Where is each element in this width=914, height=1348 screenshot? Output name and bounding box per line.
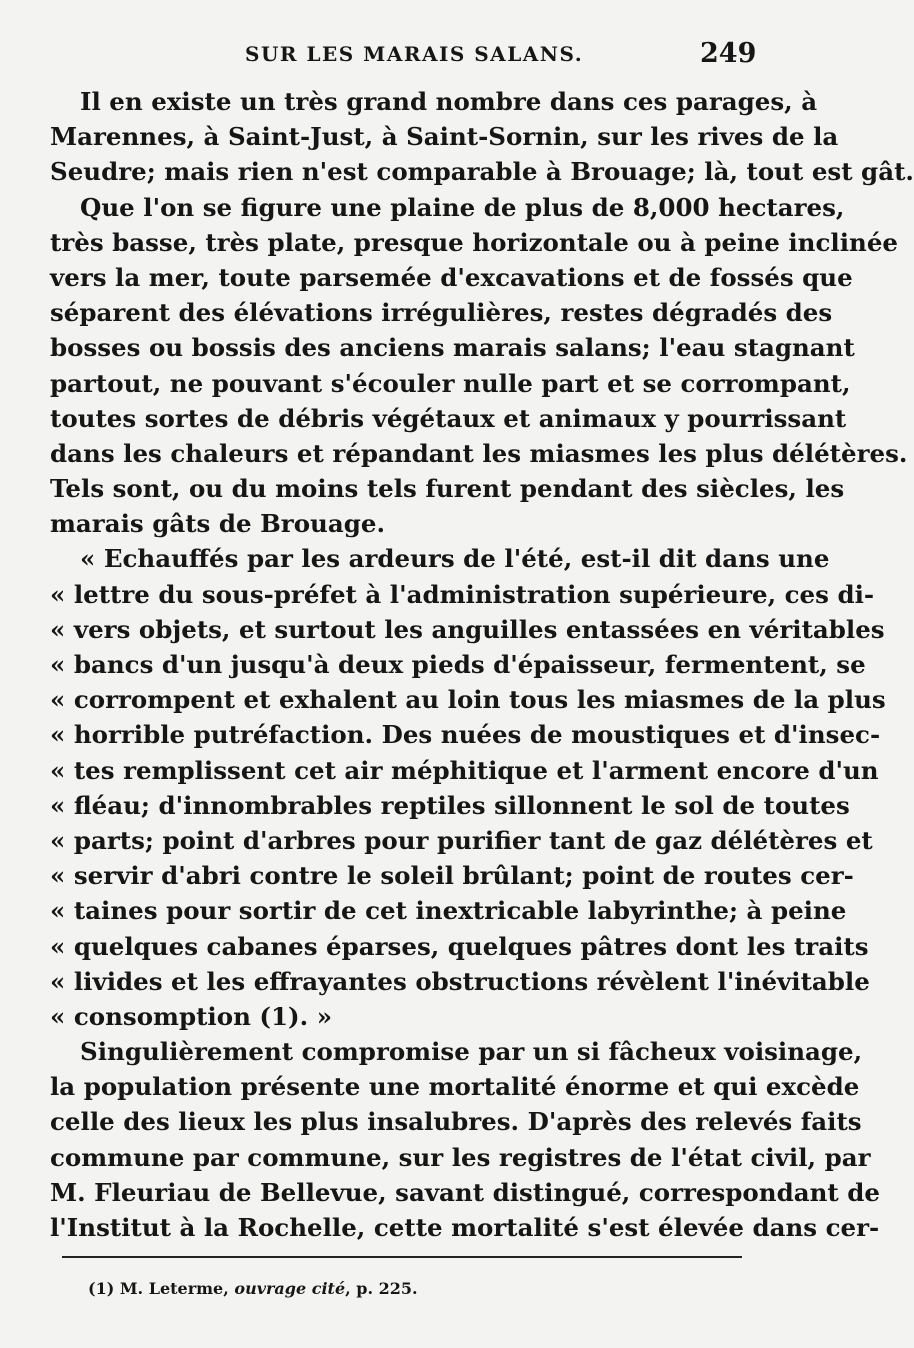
body-text [50, 84, 914, 1245]
footnote-emphasis: ouvrage cité [234, 1279, 346, 1298]
text-line: partout, ne pouvant s'écouler nulle part et se corrompant, [50, 368, 851, 398]
text-line: « servir d'abri contre le soleil brûlant; point de routes cer- [50, 861, 854, 891]
page-header [0, 38, 800, 76]
footnote-rule [62, 1256, 742, 1258]
page-number: 249 [700, 38, 757, 69]
text-line: « consomption (1). » [50, 1001, 333, 1031]
text-line: « bancs d'un jusqu'à deux pieds d'épaisseur, fermentent, se [50, 650, 866, 679]
text-line: séparent des élévations irrégulières, restes dégradés des [50, 298, 833, 328]
running-title: SUR LES MARAIS SALANS. [245, 42, 584, 66]
text-line: « corrompent et exhalent au loin tous les miasmes de la plus [50, 685, 886, 715]
text-line: « lettre du sous-préfet à l'administration supérieure, ces di- [50, 579, 875, 609]
text-line: très basse, très plate, presque horizontale ou à peine inclinée [50, 227, 899, 257]
text-line: dans les chaleurs et répandant les miasmes les plus délétères. [50, 438, 908, 468]
text-line: « quelques cabanes éparses, quelques pâtres dont les traits [50, 931, 869, 961]
text-line: M. Fleuriau de Bellevue, savant distingué, correspondant de [50, 1177, 880, 1207]
text-line: l'Institut à la Rochelle, cette mortalité s'est élevée dans cer- [50, 1213, 880, 1242]
text-line: bosses ou bossis des anciens marais salans; l'eau stagnant [50, 333, 855, 363]
text-line: Il en existe un très grand nombre dans ces parages, à [80, 87, 818, 116]
text-line: celle des lieux les plus insalubres. D'après des relevés faits [50, 1107, 862, 1137]
text-line: Marennes, à Saint-Just, à Saint-Sornin, sur les rives de la [50, 122, 839, 152]
text-line: « tes remplissent cet air méphitique et l'arment encore d'un [50, 755, 879, 785]
text-line: Que l'on se figure une plaine de plus de 8,000 hectares, [80, 192, 845, 222]
footnote-suffix: , p. 225. [345, 1279, 418, 1298]
text-line: « livides et les effrayantes obstructions révèlent l'inévitable [50, 966, 870, 996]
text-line: « parts; point d'arbres pour purifier tant de gaz délétères et [50, 825, 873, 855]
text-line: marais gâts de Brouage. [50, 509, 385, 539]
text-line: commune par commune, sur les registres de l'état civil, par [50, 1142, 871, 1172]
text-line: « Echauffés par les ardeurs de l'été, est-il dit dans une [80, 544, 830, 574]
text-line: « horrible putréfaction. Des nuées de moustiques et d'insec- [50, 720, 881, 750]
text-line: Tels sont, ou du moins tels furent pendant des siècles, les [50, 474, 845, 504]
text-line: vers la mer, toute parsemée d'excavations et de fossés que [50, 262, 853, 292]
text-line: Singulièrement compromise par un si fâcheux voisinage, [80, 1037, 863, 1067]
footnote [88, 1279, 418, 1298]
text-line: la population présente une mortalité énorme et qui excède [50, 1072, 860, 1102]
text-line: « fléau; d'innombrables reptiles sillonnent le sol de toutes [50, 790, 850, 820]
text-line: « vers objets, et surtout les anguilles entassées en véritables [50, 614, 885, 644]
footnote-prefix: (1) M. Leterme, [88, 1279, 229, 1298]
text-line: Seudre; mais rien n'est comparable à Brouage; là, tout est gât. [50, 157, 914, 187]
text-line: « taines pour sortir de cet inextricable labyrinthe; à peine [50, 896, 847, 926]
text-line: toutes sortes de débris végétaux et animaux y pourrissant [50, 403, 847, 433]
